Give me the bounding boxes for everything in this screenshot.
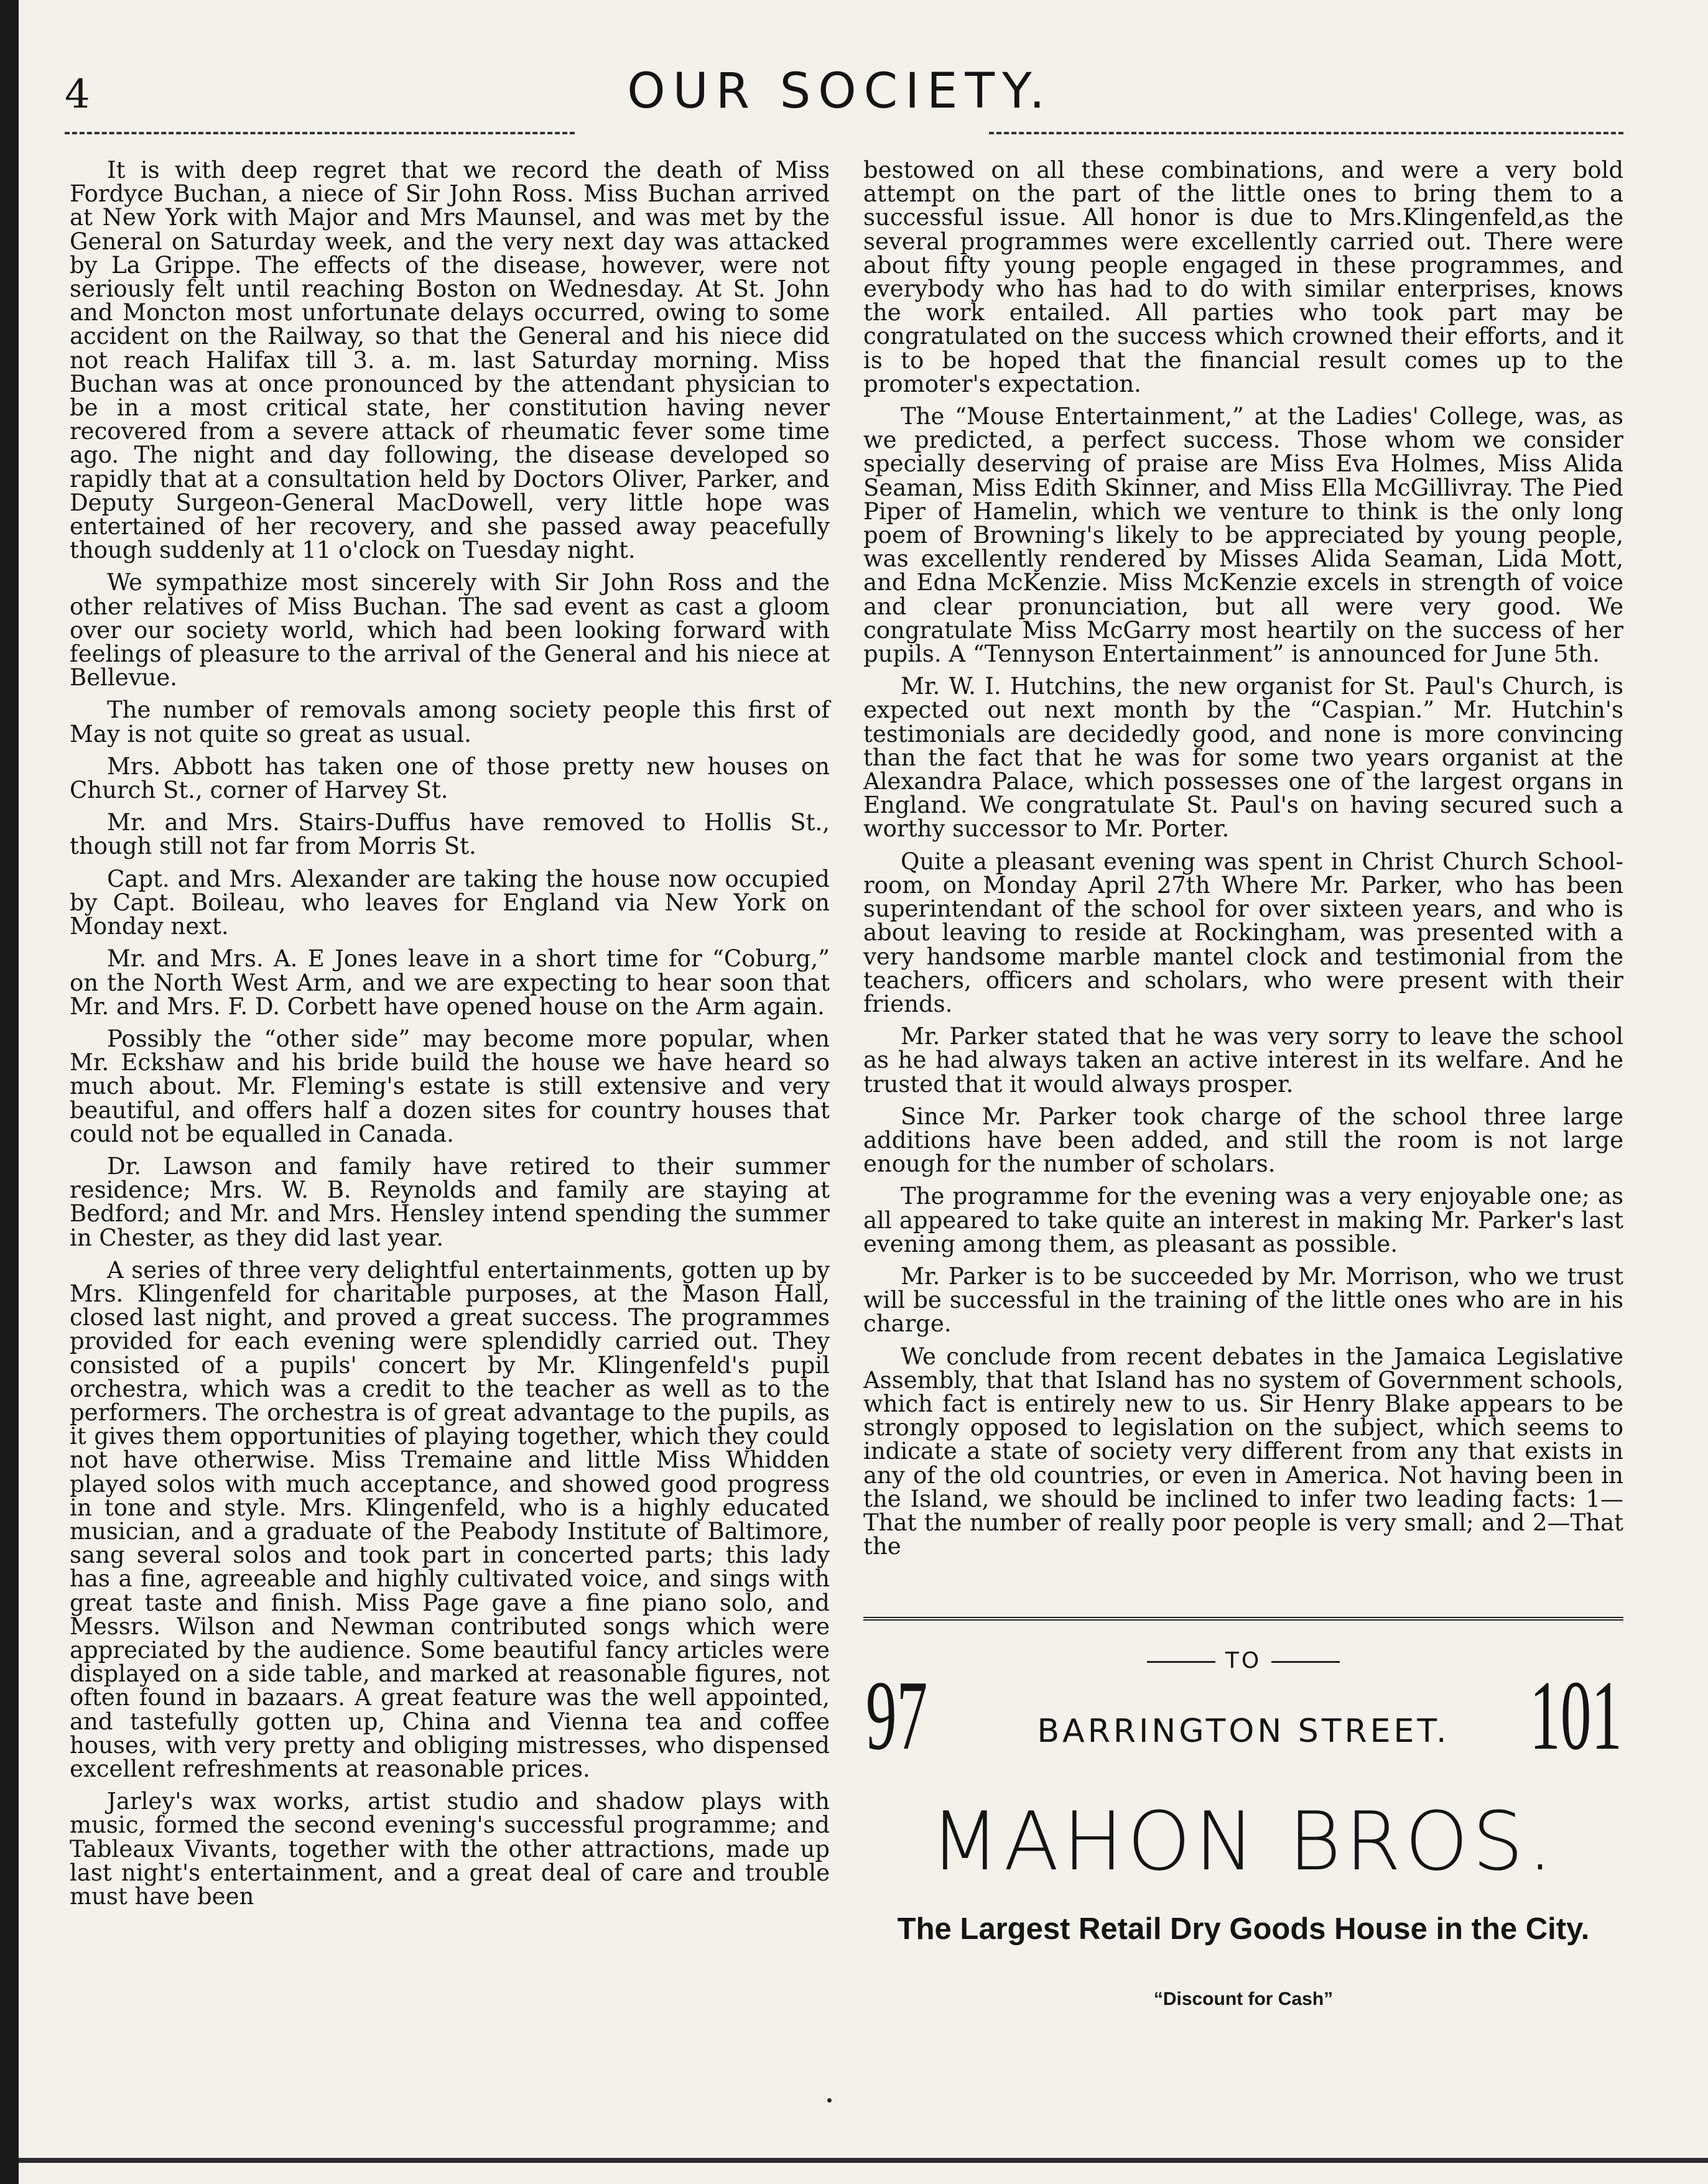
article-paragraph: Mr. and Mrs. Stairs-Duffus have removed to Hollis St., though still not far from Morris St. — [70, 809, 830, 860]
article-paragraph: Capt. and Mrs. Alexander are taking the house now occupied by Capt. Boileau, who leaves for England via New York on Monday next. — [70, 865, 830, 940]
article-paragraph: Mrs. Abbott has taken one of those pretty new houses on Church St., corner of Harvey St. — [70, 752, 830, 804]
masthead-title: OUR SOCIETY. — [627, 63, 1052, 119]
article-paragraph: Jarley's wax works, artist studio and shadow plays with music, formed the second evening's successful programme; and Tableaux Vivants, together with the other attractions, made up last night's entertainment, and a great deal of care and trouble must have been — [70, 1788, 830, 1910]
article-paragraph: We sympathize most sincerely with Sir John Ross and the other relatives of Miss Buchan. The sad event as cast a gloom over our society world, which had been looking forward with feelings of pleasure to the arrival of the General and his niece at Bellevue. — [70, 569, 830, 692]
ad-street-number-left: 97 — [866, 1660, 928, 1770]
ink-speck — [827, 2098, 832, 2103]
article-paragraph: The “Mouse Entertainment,” at the Ladies' College, was, as we predicted, a perfect success. Those whom we consider specially deserving of praise are Miss Eva Holmes, Miss Alida Seaman, Miss Edith Skinner, and Miss Ella McGillivray. The Pied Piper of Hamelin, which we venture to think is the only long poem of Browning's likely to be appreciated by young people, was excellently rendered by Misses Alida Seaman, Lida Mott, and Edna McKenzie. Miss McKenzie excels in strength of voice and clear pronunciation, but all were very good. We congratulate Miss McGarry most heartily on the success of her pupils. A “Tennyson Entertainment” is announced for June 5th. — [863, 403, 1623, 668]
article-paragraph: Possibly the “other side” may become more popular, when Mr. Eckshaw and his bride build the house we have heard so much about. Mr. Fleming's estate is still extensive and very beautiful, and offers half a dozen sites for country houses that could not be equalled in Canada. — [70, 1025, 830, 1147]
ad-street-number-right: 101 — [1529, 1660, 1622, 1770]
page-number: 4 — [65, 72, 90, 118]
ad-street-name: BARRINGTON STREET. — [1037, 1713, 1450, 1750]
article-paragraph: Mr. and Mrs. A. E Jones leave in a short time for “Coburg,” on the North West Arm, and we are expecting to hear soon that Mr. and Mrs. F. D. Corbett have opened house on the Arm again. — [70, 945, 830, 1020]
ad-brand-name: MAHON BROS. — [930, 1794, 1557, 1889]
left-column — [70, 159, 830, 1909]
mahon-bros-advertisement — [863, 1617, 1623, 2019]
article-paragraph: The programme for the evening was a very enjoyable one; as all appeared to take quite an interest in making Mr. Parker's last evening among them, as pleasant as possible. — [863, 1183, 1623, 1257]
article-paragraph: Mr. W. I. Hutchins, the new organist for St. Paul's Church, is expected out next month by the “Caspian.” Mr. Hutchin's testimonials are decidedly good, and none is more convincing than the fact that he was for some two years organist at the Alexandra Palace, which possesses one of the largest organs in England. We congratulate St. Paul's on having secured such a worthy successor to Mr. Porter. — [863, 673, 1623, 843]
header-rule-left — [65, 132, 575, 134]
article-paragraph: bestowed on all these combinations, and were a very bold attempt on the part of the little ones to bring them to a successful issue. All honor is due to Mrs.Klingenfeld,as the several programmes were excellently carried out. There were about fifty young people engaged in these programmes, and everybody who has had to do with similar enterprises, knows the work entailed. All parties who took part may be congratulated on the success which crowned their efforts, and it is to be hoped that the financial result comes up to the promoter's expectation. — [863, 157, 1623, 397]
right-column — [863, 159, 1623, 1558]
bottom-rule — [19, 2158, 1708, 2163]
article-paragraph: It is with deep regret that we record the death of Miss Fordyce Buchan, a niece of Sir John Ross. Miss Buchan arrived at New York with Major and Mrs Maunsel, and was met by the General on Saturday week, and the very next day was attacked by La Grippe. The effects of the disease, however, were not seriously felt until reaching Boston on Wednesday. At St. John and Moncton most unfortunate delays occurred, owing to some accident on the Railway, so that the General and his niece did not reach Halifax till 3. a. m. last Saturday morning. Miss Buchan was at once pronounced by the attendant physician to be in a most critical state, her constitution having never recovered from a severe attack of rheumatic fever some time ago. The night and day following, the disease developed so rapidly that at a consultation held by Doctors Oliver, Parker, and Deputy Surgeon-General MacDowell, very little hope was entertained of her recovery, and she passed away peacefully though suddenly at 11 o'clock on Tuesday night. — [70, 157, 830, 564]
ad-discount-note: “Discount for Cash” — [1153, 1989, 1334, 2009]
article-paragraph: A series of three very delightful entertainments, gotten up by Mrs. Klingenfeld for charitable purposes, at the Mason Hall, closed last night, and proved a great success. The programmes provided for each evening were splendidly carried out. They consisted of a pupils' concert by Mr. Klingenfeld's pupil orchestra, which was a credit to the teacher as well as to the performers. The orchestra is of great advantage to the pupils, as it gives them opportunities of playing together, which they could not have otherwise. Miss Tremaine and little Miss Whidden played solos with much acceptance, and showed good progress in tone and style. Mrs. Klingenfeld, who is a highly educated musician, and a graduate of the Peabody Institute of Baltimore, sang several solos and took part in concerted parts; this lady has a fine, agreeable and highly cultivated voice, and sings with great taste and finish. Miss Page gave a fine piano solo, and Messrs. Wilson and Newman contributed songs which were appreciated by the audience. Some beautiful fancy articles were displayed on a side table, and marked at reasonable figures, not often found in bazaars. A great feature was the well appointed, and tastefully gotten up, China and Vienna tea and coffee houses, with very pretty and obliging mistresses, who dispensed excellent refreshments at reasonable prices. — [70, 1256, 830, 1782]
article-paragraph: Mr. Parker is to be succeeded by Mr. Morrison, who we trust will be successful in the training of the little ones who are in his charge. — [863, 1262, 1623, 1338]
article-paragraph: Mr. Parker stated that he was very sorry to leave the school as he had always taken an active interest in its welfare. And he trusted that it would always prosper. — [863, 1023, 1623, 1098]
ad-to-label: TO — [863, 1648, 1623, 1673]
ad-tagline: The Largest Retail Dry Goods House in the City. — [897, 1912, 1590, 1946]
article-paragraph: We conclude from recent debates in the Jamaica Legislative Assembly, that that Island has no system of Government schools, which fact is entirely new to us. Sir Henry Blake appears to be strongly opposed to legislation on the subject, which seems to indicate a state of society very different from any that exists in any of the old countries, or even in America. Not having been in the Island, we should be inclined to infer two leading facts: 1—That the number of really poor people is very small; and 2—That the — [863, 1343, 1623, 1560]
header-rule-right — [989, 132, 1623, 134]
page-edge-shadow — [0, 0, 19, 2184]
article-paragraph: Since Mr. Parker took charge of the school three large additions have been added, and still the room is not large enough for the number of scholars. — [863, 1103, 1623, 1178]
article-paragraph: Quite a pleasant evening was spent in Christ Church School-room, on Monday April 27th Where Mr. Parker, who has been superintendant of the school for over sixteen years, and who is about leaving to reside at Rockingham, was presented with a very handsome marble mantel clock and testimonial from the teachers, officers and scholars, who were present with their friends. — [863, 848, 1623, 1017]
article-paragraph: Dr. Lawson and family have retired to their summer residence; Mrs. W. B. Reynolds and family are staying at Bedford; and Mr. and Mrs. Hensley intend spending the summer in Chester, as they did last year. — [70, 1152, 830, 1251]
article-paragraph: The number of removals among society people this first of May is not quite so great as usual. — [70, 696, 830, 747]
